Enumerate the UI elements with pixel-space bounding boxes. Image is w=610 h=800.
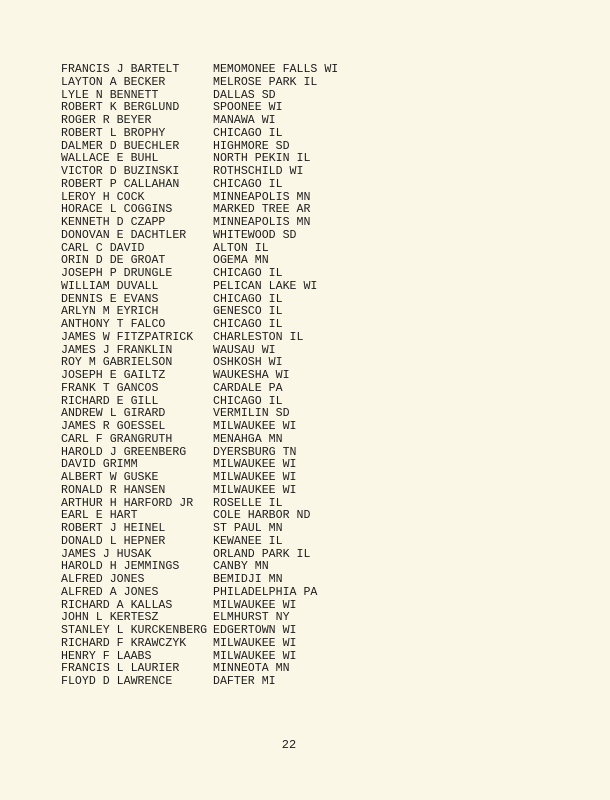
person-location: CARDALE PA <box>213 381 283 395</box>
person-location: MILWAUKEE WI <box>213 636 297 650</box>
person-location: COLE HARBOR ND <box>213 509 311 523</box>
person-location: CHARLESTON IL <box>213 330 304 344</box>
person-name: HENRY F LAABS <box>61 649 152 663</box>
person-location: MINNEAPOLIS MN <box>213 190 311 204</box>
person-name: ALFRED A JONES <box>61 585 159 599</box>
person-name: ALFRED JONES <box>61 573 145 586</box>
person-location: OGEMA MN <box>213 254 269 268</box>
person-name: ROBERT J HEINEL <box>61 522 166 535</box>
list-item <box>61 166 338 179</box>
person-name: ORIN D DE GROAT <box>61 254 166 268</box>
list-item <box>61 128 338 141</box>
person-location: MILWAUKEE WI <box>213 598 297 612</box>
person-name: ARTHUR H HARFORD JR <box>61 496 194 510</box>
person-name: FRANCIS J BARTELT <box>61 63 180 76</box>
person-name: ROBERT L BROPHY <box>61 126 166 140</box>
list-item <box>61 179 338 192</box>
person-name: CARL F GRANGRUTH <box>61 432 173 446</box>
person-name: RONALD R HANSEN <box>61 483 166 497</box>
person-location: ELMHURST NY <box>213 611 290 625</box>
list-item <box>61 421 338 434</box>
person-location: CHICAGO IL <box>213 267 283 280</box>
person-location: VERMILIN SD <box>213 407 290 421</box>
person-location: MINNEOTA MN <box>213 662 290 676</box>
list-item <box>61 77 338 90</box>
person-name: FLOYD D LAWRENCE <box>61 675 173 688</box>
person-name: HAROLD H JEMMINGS <box>61 560 180 574</box>
page-number: 22 <box>281 738 297 752</box>
list-item <box>61 587 338 600</box>
person-location: ROSELLE IL <box>213 496 283 510</box>
person-name: EARL E HART <box>61 509 138 523</box>
person-name: RICHARD F KRAWCZYK <box>61 636 187 650</box>
person-location: MENAHGA MN <box>213 432 283 446</box>
person-name: STANLEY L KURCKENBERG <box>61 624 208 637</box>
person-location: CHICAGO IL <box>213 177 283 191</box>
list-item <box>61 64 338 77</box>
person-location: CANBY MN <box>213 560 269 574</box>
person-location: HIGHMORE SD <box>213 139 290 153</box>
person-location: CHICAGO IL <box>213 126 283 140</box>
person-name: DONOVAN E DACHTLER <box>61 228 187 242</box>
person-name: LAYTON A BECKER <box>61 75 166 89</box>
person-location: KEWANEE IL <box>213 534 283 548</box>
person-name: JAMES R GOESSEL <box>61 420 166 433</box>
person-location: MILWAUKEE WI <box>213 471 297 484</box>
person-location: MELROSE PARK IL <box>213 75 318 89</box>
person-name: ROBERT K BERGLUND <box>61 101 180 115</box>
person-name: CARL C DAVID <box>61 241 145 255</box>
person-location: ORLAND PARK IL <box>213 547 311 561</box>
list-item <box>61 319 338 332</box>
list-item <box>61 485 338 498</box>
list-item <box>61 625 338 638</box>
person-location: WAUKESHA WI <box>213 369 290 382</box>
list-item <box>61 574 338 587</box>
person-name: DENNIS E EVANS <box>61 292 159 306</box>
person-name: ARLYN M EYRICH <box>61 305 159 319</box>
list-item <box>61 383 338 396</box>
person-location: WAUSAU WI <box>213 343 276 357</box>
person-location: MINNEAPOLIS MN <box>213 216 311 229</box>
list-item <box>61 230 338 243</box>
list-item <box>61 434 338 447</box>
person-location: ST PAUL MN <box>213 522 283 535</box>
name-location-list <box>61 64 338 689</box>
person-location: CHICAGO IL <box>213 292 283 306</box>
person-name: ANTHONY T FALCO <box>61 318 166 331</box>
person-location: MILWAUKEE WI <box>213 420 297 433</box>
person-location: CHICAGO IL <box>213 318 283 331</box>
person-name: DAVID GRIMM <box>61 458 138 472</box>
person-name: JAMES W FITZPATRICK <box>61 330 194 344</box>
person-location: WHITEWOOD SD <box>213 228 297 242</box>
person-location: GENESCO IL <box>213 305 283 319</box>
person-name: ROGER R BEYER <box>61 114 152 127</box>
list-item <box>61 281 338 294</box>
list-item <box>61 217 338 230</box>
person-name: LEROY H COCK <box>61 190 145 204</box>
person-name: WILLIAM DUVALL <box>61 279 159 293</box>
person-location: PELICAN LAKE WI <box>213 279 318 293</box>
person-location: ALTON IL <box>213 241 269 255</box>
person-location: DALLAS SD <box>213 88 276 102</box>
person-location: MANAWA WI <box>213 114 276 127</box>
list-item <box>61 472 338 485</box>
person-name: JAMES J HUSAK <box>61 547 152 561</box>
person-location: DYERSBURG TN <box>213 445 297 459</box>
list-item <box>61 638 338 651</box>
person-name: ANDREW L GIRARD <box>61 407 166 421</box>
person-name: HORACE L COGGINS <box>61 203 173 217</box>
person-name: RICHARD A KALLAS <box>61 598 173 612</box>
person-location: BEMIDJI MN <box>213 573 283 586</box>
list-item <box>61 676 338 689</box>
person-name: ALBERT W GUSKE <box>61 471 159 484</box>
person-location: MILWAUKEE WI <box>213 458 297 472</box>
person-name: FRANCIS L LAURIER <box>61 662 180 676</box>
person-name: JOSEPH P DRUNGLE <box>61 267 173 280</box>
person-name: LYLE N BENNETT <box>61 88 159 102</box>
list-item <box>61 115 338 128</box>
person-location: PHILADELPHIA PA <box>213 585 318 599</box>
person-location: DAFTER MI <box>213 675 276 688</box>
person-location: NORTH PEKIN IL <box>213 152 311 166</box>
person-location: MEMOMONEE FALLS WI <box>213 63 339 76</box>
list-item <box>61 370 338 383</box>
person-name: DONALD L HEPNER <box>61 534 166 548</box>
person-location: MILWAUKEE WI <box>213 483 297 497</box>
person-name: JAMES J FRANKLIN <box>61 343 173 357</box>
person-name: JOSEPH E GAILTZ <box>61 369 166 382</box>
person-name: RICHARD E GILL <box>61 394 159 408</box>
person-location: SPOONEE WI <box>213 101 283 115</box>
list-item <box>61 332 338 345</box>
person-name: HAROLD J GREENBERG <box>61 445 187 459</box>
person-name: WALLACE E BUHL <box>61 152 159 166</box>
person-name: DALMER D BUECHLER <box>61 139 180 153</box>
person-name: ROY M GABRIELSON <box>61 356 173 370</box>
person-name: ROBERT P CALLAHAN <box>61 177 180 191</box>
person-name: FRANK T GANCOS <box>61 381 159 395</box>
person-location: MARKED TREE AR <box>213 203 311 217</box>
person-name: JOHN L KERTESZ <box>61 611 159 625</box>
person-location: CHICAGO IL <box>213 394 283 408</box>
person-name: VICTOR D BUZINSKI <box>61 165 180 178</box>
person-location: ROTHSCHILD WI <box>213 165 304 178</box>
person-name: KENNETH D CZAPP <box>61 216 166 229</box>
person-location: MILWAUKEE WI <box>213 649 297 663</box>
person-location: OSHKOSH WI <box>213 356 283 370</box>
list-item <box>61 523 338 536</box>
list-item <box>61 536 338 549</box>
person-location: EDGERTOWN WI <box>213 624 297 637</box>
list-item <box>61 268 338 281</box>
